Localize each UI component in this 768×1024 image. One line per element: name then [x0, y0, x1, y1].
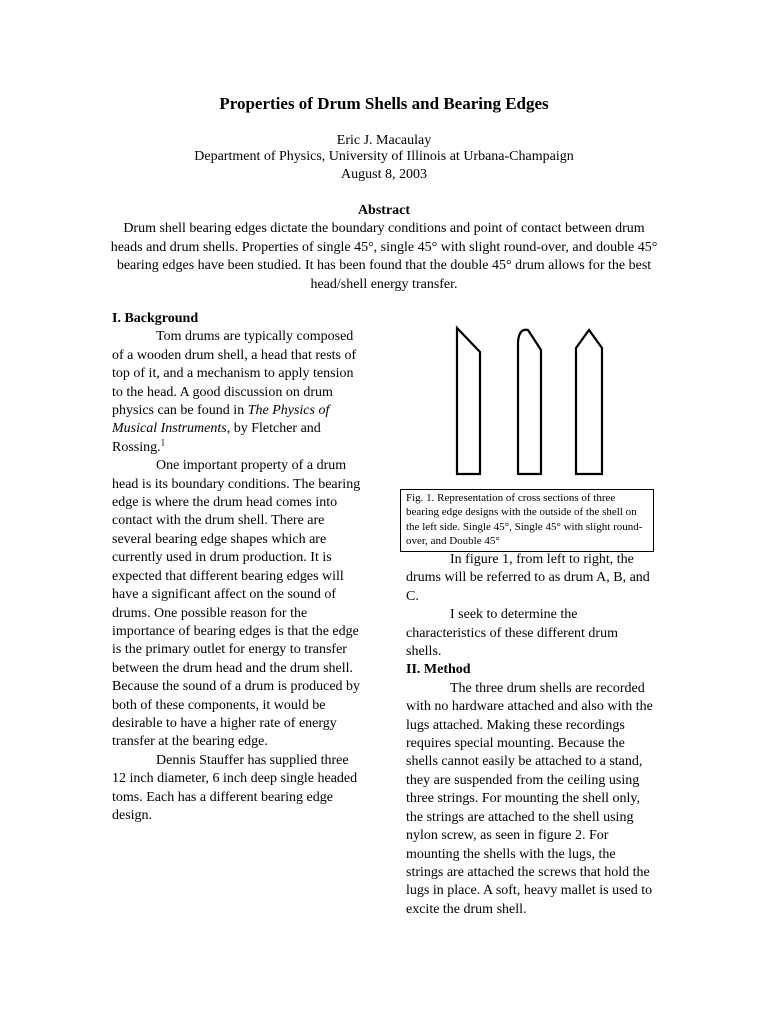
background-paragraph-2: One important property of a drum head is its boundary conditions. The bearing edge is where the drum head comes into contact with the drum shell. There are several bearing edge shapes which are currently used in drum production. It is expected that different bearing edges will have a significant affect on the sound of drums. One possible reason for the importance of bearing edges is that the edge is the primary outlet for energy to transfer between the drum head and the drum shell. Because the sound of a drum is produced by both of these components, it would be desirable to have a higher rate of energy transfer at the bearing edge.: [112, 458, 361, 750]
abstract-text: Drum shell bearing edges dictate the boundary conditions and point of contact between drum heads and drum shells. Properties of single 45°, single 45° with slight round-over, and double 45° bearing edges have been studied. It has been found that the double 45° drum allows for the best head/shell energy transfer.: [110, 221, 658, 292]
background-paragraph-1: [112, 328, 364, 457]
background-p1-text-b: , by Fletcher and Rossing.: [112, 421, 321, 455]
background-p1-text-a: Tom drums are typically composed of a wooden drum shell, a head that rests of top of it, and a mechanism to apply tension to the head. A good discussion on drum physics can be found in: [112, 329, 357, 419]
drum-c-double-45-profile: [576, 330, 602, 474]
drum-b-single-45-roundover-profile: [518, 330, 541, 474]
left-column: [112, 310, 364, 825]
author-affiliation: Department of Physics, University of Illinois at Urbana-Champaign: [194, 149, 574, 164]
author-name: Eric J. Macaulay: [336, 133, 432, 148]
method-heading: II. Method: [406, 662, 471, 678]
abstract-heading: Abstract: [357, 203, 411, 218]
book-title-italic: The Physics of Musical Instruments: [112, 403, 330, 437]
paper-title: Properties of Drum Shells and Bearing Edges: [219, 94, 549, 113]
drum-a-single-45-profile: [457, 328, 480, 474]
background-paragraph-3: Dennis Stauffer has supplied three 12 inch diameter, 6 inch deep single headed toms. Each has a different bearing edge design.: [112, 752, 358, 823]
right-column: [406, 551, 656, 919]
paper-date: August 8, 2003: [341, 167, 427, 182]
objective-paragraph: I seek to determine the characteristics of these different drum shells.: [406, 607, 618, 660]
background-heading: I. Background: [112, 311, 199, 326]
reference-superscript: 1: [160, 437, 166, 448]
method-paragraph-1: The three drum shells are recorded with no hardware attached and also with the lugs attached. Making these recordings requires special mounting. Because the shells cannot easily be attached to a stand, they are suspended from the ceiling using three strings. For mounting the shell only, the strings are attached to the shell using nylon screw, as seen in figure 2. For mounting the shells with the lugs, the strings are attached the screws that hold the lugs in place. A soft, heavy mallet is used to excite the drum shell.: [406, 680, 653, 917]
figure-1-caption: Fig. 1. Representation of cross sections of three bearing edge designs with the outside of the shell on the left side. Single 45°, Single 45° with slight round-over, and Double 45°: [400, 489, 654, 552]
figure-1-bearing-edge-diagram: [440, 322, 620, 480]
figure-reference-paragraph: In figure 1, from left to right, the drums will be referred to as drum A, B, and C.: [406, 552, 650, 604]
